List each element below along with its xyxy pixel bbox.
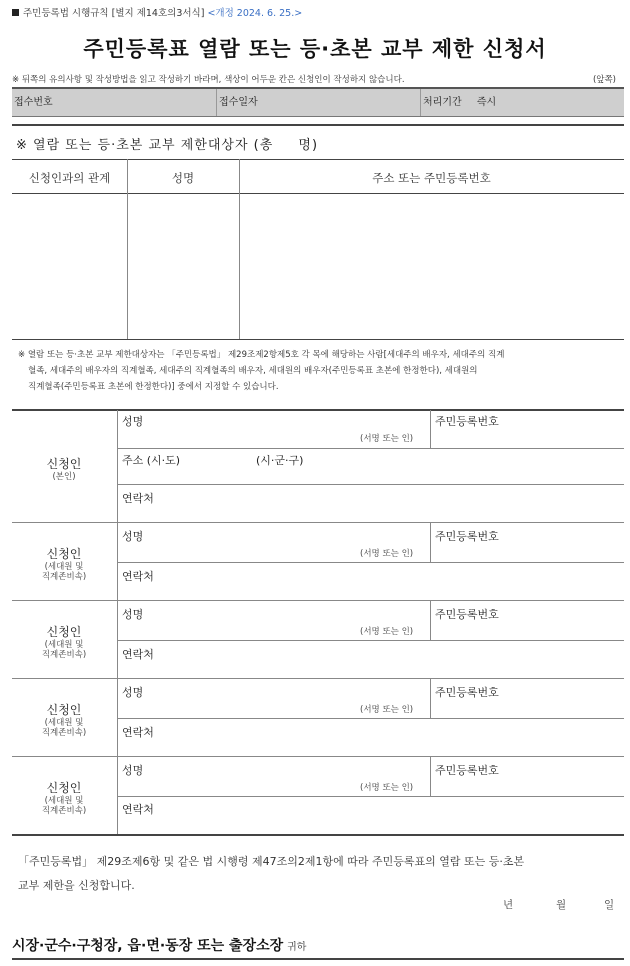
processing-period-cell bbox=[420, 89, 624, 116]
col-address-header: 주소 또는 주민등록번호 bbox=[372, 171, 491, 185]
row-divider bbox=[12, 678, 624, 679]
revision-date: <개정 2024. 6. 25.> bbox=[207, 8, 303, 19]
relation-input[interactable] bbox=[12, 194, 127, 339]
target-section-title bbox=[16, 134, 318, 153]
applicant-sublabel: (본인) bbox=[52, 472, 76, 482]
applicant-5-contact-input[interactable] bbox=[170, 798, 620, 832]
applicant-self-address-input[interactable] bbox=[122, 468, 622, 482]
rrn-label: 주민등록번호 bbox=[435, 686, 499, 699]
target-section-title-text: ※ 열람 또는 등·초본 교부 제한대상자 (총 bbox=[16, 138, 274, 153]
cell-divider bbox=[430, 600, 431, 640]
applicant-4-contact-input[interactable] bbox=[170, 720, 620, 754]
applicant-label: 신청인 bbox=[46, 625, 82, 639]
applicant-name-label: 성명 bbox=[122, 530, 144, 543]
divider bbox=[12, 958, 624, 960]
address-sub-label: (시·군·구) bbox=[256, 454, 304, 467]
row-divider bbox=[117, 448, 624, 449]
receipt-number-label: 접수번호 bbox=[14, 97, 53, 108]
target-count-suffix: 명) bbox=[298, 138, 319, 153]
receipt-date-label: 접수일자 bbox=[219, 97, 258, 108]
divider bbox=[12, 339, 624, 340]
applicant-self-rrn-input[interactable] bbox=[435, 430, 624, 447]
target-note-line: 혈족, 세대주의 배우자의 직계혈족, 세대주의 직계혈족의 배우자, 세대원의 배우자(주민등록표 초본에 한정한다), 세대원의 bbox=[28, 366, 478, 376]
applicant-family-label bbox=[12, 779, 116, 816]
receipt-row bbox=[12, 87, 624, 117]
target-name-input[interactable] bbox=[128, 194, 239, 339]
receipt-date-cell bbox=[216, 89, 420, 116]
regulation-text: 주민등록법 시행규칙 [별지 제14호의3서식] bbox=[23, 8, 205, 19]
contact-label: 연락처 bbox=[122, 570, 154, 583]
processing-period-value: 즉시 bbox=[476, 97, 497, 108]
date-month-input[interactable] bbox=[516, 893, 554, 911]
date-day-input[interactable] bbox=[568, 893, 602, 911]
applicant-family-label bbox=[12, 545, 116, 582]
statement-line: 「주민등록법」 제29조제6항 및 같은 법 시행령 제47조의2제1항에 따라 주민등록표의 열람 또는 등·초본 bbox=[18, 855, 525, 868]
row-divider bbox=[12, 600, 624, 601]
target-note bbox=[18, 347, 618, 395]
target-address-input[interactable] bbox=[240, 194, 624, 339]
addressee-suffix: 귀하 bbox=[287, 942, 307, 953]
divider bbox=[12, 834, 624, 836]
row-divider bbox=[12, 756, 624, 757]
application-statement bbox=[18, 850, 618, 898]
contact-label: 연락처 bbox=[122, 492, 154, 505]
cell-divider bbox=[430, 756, 431, 796]
applicant-sublabel: 직계존비속) bbox=[41, 650, 87, 660]
applicant-sublabel: (세대원 및 bbox=[44, 562, 84, 572]
rrn-label: 주민등록번호 bbox=[435, 530, 499, 543]
addressee bbox=[12, 935, 306, 955]
row-divider bbox=[12, 522, 624, 523]
applicant-sublabel: (세대원 및 bbox=[44, 796, 84, 806]
rrn-label: 주민등록번호 bbox=[435, 415, 499, 428]
row-divider bbox=[117, 640, 624, 641]
label-column-divider bbox=[117, 410, 118, 835]
applicant-name-label: 성명 bbox=[122, 608, 144, 621]
row-divider bbox=[117, 796, 624, 797]
col-relation-header: 신청인과의 관계 bbox=[28, 171, 111, 185]
applicant-2-contact-input[interactable] bbox=[170, 564, 620, 598]
processing-period-label: 처리기간 bbox=[423, 97, 462, 108]
applicant-name-label: 성명 bbox=[122, 764, 144, 777]
applicant-5-rrn-input[interactable] bbox=[435, 778, 624, 795]
form-title: 주민등록표 열람 또는 등·초본 교부 제한 신청서 bbox=[83, 37, 547, 61]
applicant-name-label: 성명 bbox=[122, 415, 144, 428]
signature-label: (서명 또는 인) bbox=[360, 627, 414, 637]
target-note-line: ※ 열람 또는 등·초본 교부 제한대상자는 「주민등록법」 제29조제2항제5호 각 목에 해당하는 사람[세대주의 배우자, 세대주의 직계 bbox=[18, 350, 505, 360]
applicant-3-contact-input[interactable] bbox=[170, 642, 620, 676]
square-bullet-icon bbox=[12, 9, 19, 16]
cell-divider bbox=[430, 410, 431, 448]
applicant-self-label bbox=[12, 455, 116, 482]
date-month-label: 월 bbox=[556, 899, 567, 911]
form-header bbox=[12, 5, 302, 19]
cell-divider bbox=[430, 678, 431, 718]
rrn-label: 주민등록번호 bbox=[435, 608, 499, 621]
applicant-label: 신청인 bbox=[46, 703, 82, 717]
rrn-label: 주민등록번호 bbox=[435, 764, 499, 777]
applicant-label: 신청인 bbox=[46, 547, 82, 561]
applicant-name-label: 성명 bbox=[122, 686, 144, 699]
date-day-label: 일 bbox=[604, 899, 615, 911]
applicant-sublabel: (세대원 및 bbox=[44, 718, 84, 728]
signature-label: (서명 또는 인) bbox=[360, 705, 414, 715]
contact-label: 연락처 bbox=[122, 803, 154, 816]
divider bbox=[12, 124, 624, 126]
applicant-sublabel: 직계존비속) bbox=[41, 728, 87, 738]
instruction-notice: ※ 뒤쪽의 유의사항 및 작성방법을 읽고 작성하기 바라며, 색상이 어두운 칸은 신청인이 작성하지 않습니다. bbox=[12, 75, 405, 85]
applicant-family-label bbox=[12, 701, 116, 738]
applicant-sublabel: 직계존비속) bbox=[41, 806, 87, 816]
applicant-sublabel: 직계존비속) bbox=[41, 572, 87, 582]
statement-line: 교부 제한을 신청합니다. bbox=[18, 879, 135, 892]
receipt-number-cell bbox=[12, 89, 216, 116]
target-note-line: 직계혈족(주민등록표 초본에 한정한다)] 중에서 지정할 수 있습니다. bbox=[28, 382, 279, 392]
signature-label: (서명 또는 인) bbox=[360, 549, 414, 559]
applicant-label: 신청인 bbox=[46, 781, 82, 795]
row-divider bbox=[117, 718, 624, 719]
row-divider bbox=[117, 484, 624, 485]
signature-label: (서명 또는 인) bbox=[360, 434, 414, 444]
divider bbox=[12, 159, 624, 160]
applicant-family-label bbox=[12, 623, 116, 660]
signature-label: (서명 또는 인) bbox=[360, 783, 414, 793]
cell-divider bbox=[430, 522, 431, 562]
applicant-3-rrn-input[interactable] bbox=[435, 622, 624, 639]
row-divider bbox=[117, 562, 624, 563]
date-year-label: 년 bbox=[503, 899, 514, 911]
col-name-header: 성명 bbox=[171, 171, 195, 185]
applicant-2-rrn-input[interactable] bbox=[435, 544, 624, 561]
applicant-label: 신청인 bbox=[46, 457, 82, 471]
applicant-sublabel: (세대원 및 bbox=[44, 640, 84, 650]
date-year-input[interactable] bbox=[440, 893, 500, 911]
contact-label: 연락처 bbox=[122, 726, 154, 739]
front-side-label: (앞쪽) bbox=[592, 75, 616, 85]
address-label: 주소 (시·도) bbox=[122, 454, 181, 467]
applicant-4-rrn-input[interactable] bbox=[435, 700, 624, 717]
addressee-text: 시장·군수·구청장, 읍·면·동장 또는 출장소장 bbox=[12, 938, 284, 954]
contact-label: 연락처 bbox=[122, 648, 154, 661]
applicant-self-contact-input[interactable] bbox=[170, 486, 620, 520]
